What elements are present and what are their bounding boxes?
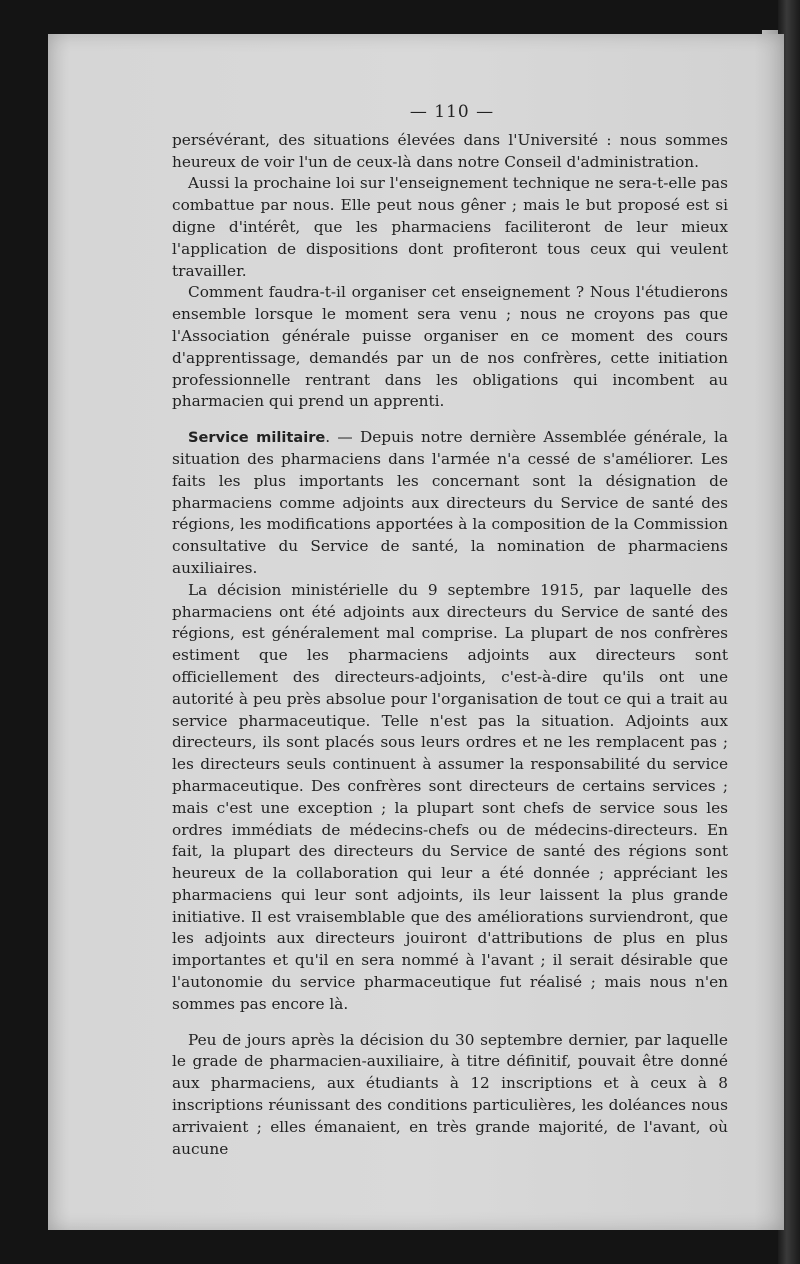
paragraph: persévérant, des situations élevées dans l'Université : nous sommes heureux de voir l'un de ceux-là dans notre Conseil d'administration. [172,130,728,171]
paragraph-body: . — Depuis notre dernière Assemblée générale, la situation des pharmaciens dans l'armée n'a cessé de s'améliorer. Les faits les plus importants les concernant sont la désignation de pharmaciens comme adjoints aux directeurs du Service de santé des régions, les modifications apportées à la composition de la Commission consultative du Service de santé, la nomination de pharmaciens auxiliaires. [172,428,729,577]
paragraph: Aussi la prochaine loi sur l'enseignement technique ne sera-t-elle pas combattue par nous. Elle peut nous gêner ; mais le but proposé est si digne d'intérêt, que les pharmaciens faciliteront de leur mieux l'application de dispositions dont profiteront tous ceux qui veulent travailler. [172,174,728,280]
paragraph-service-militaire [172,427,728,580]
paragraph: La décision ministérielle du 9 septembre 1915, par laquelle des pharmaciens ont été adjoints aux directeurs du Service de santé des régions, est généralement mal comprise. La plupart de nos confrères estiment que les pharmaciens adjoints aux directeurs sont officiellement des directeurs-adjoints, c'est-à-dire qu'ils ont une autorité à peu près absolue pour l'organisation de tout ce qui a trait au service pharmaceutique. Telle n'est pas la situation. Adjoints aux directeurs, ils sont placés sous leurs ordres et ne les remplacent pas ; les directeurs seuls continuent à assumer la responsabilité du service pharmaceutique. Des confrères sont directeurs de certains services ; mais c'est une exception ; la plupart sont chefs de service sous les ordres immédiats de médecins-chefs ou de médecins-directeurs. En fait, la plupart des directeurs du Service de santé des régions sont heureux de la collaboration qui leur a été donnée ; appréciant les pharmaciens qui leur sont adjoints, ils leur laissent la plus grande initiative. Il est vraisemblable que des améliorations surviendront, que les adjoints aux directeurs jouiront d'attributions de plus en plus importantes et qu'il en sera nommé à l'avant ; il serait désirable que l'autonomie du service pharmaceutique fut réalisé ; mais nous n'en sommes pas encore là. [172,580,728,1013]
page-text [172,102,728,1160]
page-number: — 110 — [409,102,495,122]
paragraph: Peu de jours après la décision du 30 septembre dernier, par laquelle le grade de pharmacien-auxiliaire, à titre définitif, pouvait être donné aux pharmaciens, aux étudiants à 12 inscriptions et à ceux à 8 inscriptions réunissant des conditions particulières, les doléances nous arrivaient ; elles émanaient, en très grande majorité, de l'avant, où aucune [172,1030,728,1158]
section-heading: Service militaire [188,429,326,447]
paragraph: Comment faudra-t-il organiser cet enseignement ? Nous l'étudierons ensemble lorsque le moment sera venu ; nous ne croyons pas que l'Association générale puisse organiser en ce moment des cours d'apprentissage, demandés par un de nos confrères, cette initiation professionnelle rentrant dans les obligations qui incombent au pharmacien qui prend un apprenti. [172,283,728,411]
